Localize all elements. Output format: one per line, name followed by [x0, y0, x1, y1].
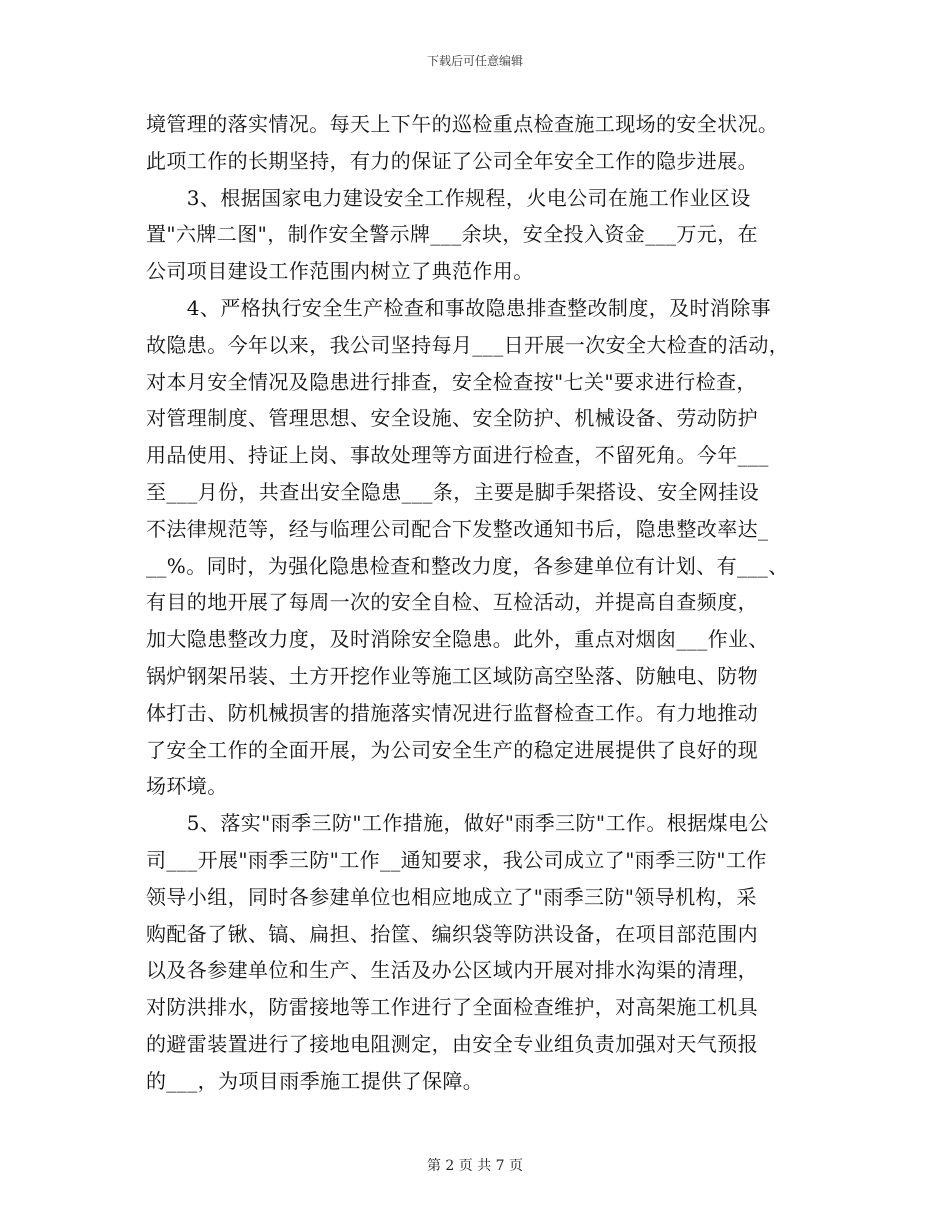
text-line: __%。同时，为强化隐患检查和整改力度，各参建单位有计划、有___、	[146, 553, 789, 578]
text-line: 锅炉钢架吊装、土方开挖作业等施工区域防高空坠落、防触电、防物	[146, 663, 758, 688]
text-line: 以及各参建单位和生产、生活及办公区域内开展对排水沟渠的清理，	[146, 958, 758, 983]
text-line: 5、落实"雨季三防"工作措施，做好"雨季三防"工作。根据煤电公	[146, 811, 769, 836]
text-line: 了安全工作的全面开展，为公司安全生产的稳定进展提供了良好的现	[146, 737, 758, 762]
text-line: 对本月安全情况及隐患进行排查，安全检查按"七关"要求进行检查，	[146, 369, 757, 394]
text-line: 加大隐患整改力度，及时消除安全隐患。此外，重点对烟囱___作业、	[146, 627, 769, 652]
page-number: 第 2 页 共 7 页	[426, 1158, 524, 1174]
text-line: 的___，为项目雨季施工提供了保障。	[146, 1068, 484, 1093]
text-line: 有目的地开展了每周一次的安全自检、互检活动，并提高自查频度，	[146, 590, 758, 615]
text-line: 此项工作的长期坚持，有力的保证了公司全年安全工作的隐步进展。	[146, 148, 758, 173]
text-line: 用品使用、持证上岗、事故处理等方面进行检查，不留死角。今年___	[146, 443, 769, 468]
text-line: 购配备了锹、镐、扁担、抬筐、编织袋等防洪设备，在项目部范围内	[146, 921, 758, 946]
text-line: 公司项目建设工作范围内树立了典范作用。	[146, 259, 534, 284]
text-line: 故隐患。今年以来，我公司坚持每月___日开展一次安全大检查的活动，	[146, 332, 790, 357]
text-line: 场环境。	[146, 774, 228, 799]
text-line: 3、根据国家电力建设安全工作规程，火电公司在施工作业区设	[146, 185, 751, 210]
text-line: 对防洪排水，防雷接地等工作进行了全面检查维护，对高架施工机具	[146, 995, 758, 1020]
text-line: 至___月份，共查出安全隐患___条，主要是脚手架搭设、安全网挂设	[146, 479, 760, 504]
text-line: 领导小组，同时各参建单位也相应地成立了"雨季三防"领导机构，采	[146, 884, 757, 909]
text-line: 司___开展"雨季三防"工作__通知要求，我公司成立了"雨季三防"工作	[146, 847, 767, 872]
text-line: 体打击、防机械损害的措施落实情况进行监督检查工作。有力地推动	[146, 700, 758, 725]
document-body	[146, 106, 826, 1100]
text-line: 境管理的落实情况。每天上下午的巡检重点检查施工现场的安全状况。	[146, 112, 779, 136]
text-line: 对管理制度、管理思想、安全设施、安全防护、机械设备、劳动防护	[146, 406, 758, 431]
text-line: 的避雷装置进行了接地电阻测定，由安全专业组负责加强对天气预报	[146, 1031, 758, 1056]
text-line: 4、严格执行安全生产检查和事故隐患排查整改制度，及时消除事	[146, 295, 772, 320]
text-line: 置"六牌二图"，制作安全警示牌___余块，安全投入资金___万元，在	[146, 222, 758, 247]
page-header: 下载后可任意编辑	[426, 54, 523, 68]
text-line: 不法律规范等，经与临理公司配合下发整改通知书后，隐患整改率达_	[146, 516, 769, 541]
